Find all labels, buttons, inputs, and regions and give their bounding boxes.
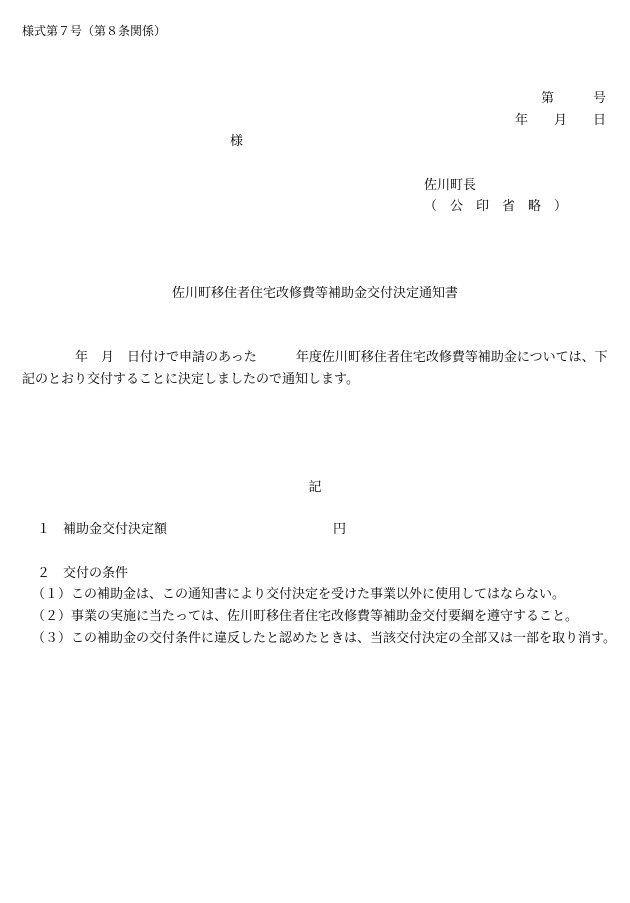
ki-heading: 記: [308, 480, 322, 495]
condition-1: （１）この補助金は、この通知書により交付決定を受けた事業以外に使用してはならない。: [32, 587, 566, 602]
condition-2: （２）事業の実施に当たっては、佐川町移住者住宅改修費等補助金交付要綱を遵守すること。: [32, 609, 579, 624]
document-number: 第 号: [541, 91, 607, 106]
item-1-label: １ 補助金交付決定額: [37, 522, 168, 537]
issuer-name: 佐川町長: [424, 178, 477, 193]
item-2-label: ２ 交付の条件: [37, 566, 129, 581]
document-title: 佐川町移住者住宅改修費等補助金交付決定通知書: [171, 286, 458, 301]
seal-omitted-note: （ 公 印 省 略 ）: [424, 199, 568, 214]
document-date: 年 月 日: [515, 113, 607, 128]
condition-3: （３）この補助金の交付条件に違反したと認めたときは、当該交付決定の全部又は一部を取り消す。: [32, 631, 616, 646]
body-text-line-2: 記のとおり交付することに決定しましたので通知します。: [22, 372, 359, 387]
addressee-suffix: 様: [230, 134, 244, 149]
form-label: 様式第７号（第８条関係）: [22, 24, 167, 38]
item-1-unit: 円: [333, 522, 347, 537]
body-text-line-1: 年 月 日付けで申請のあった 年度佐川町移住者住宅改修費等補助金については、下: [75, 350, 608, 365]
